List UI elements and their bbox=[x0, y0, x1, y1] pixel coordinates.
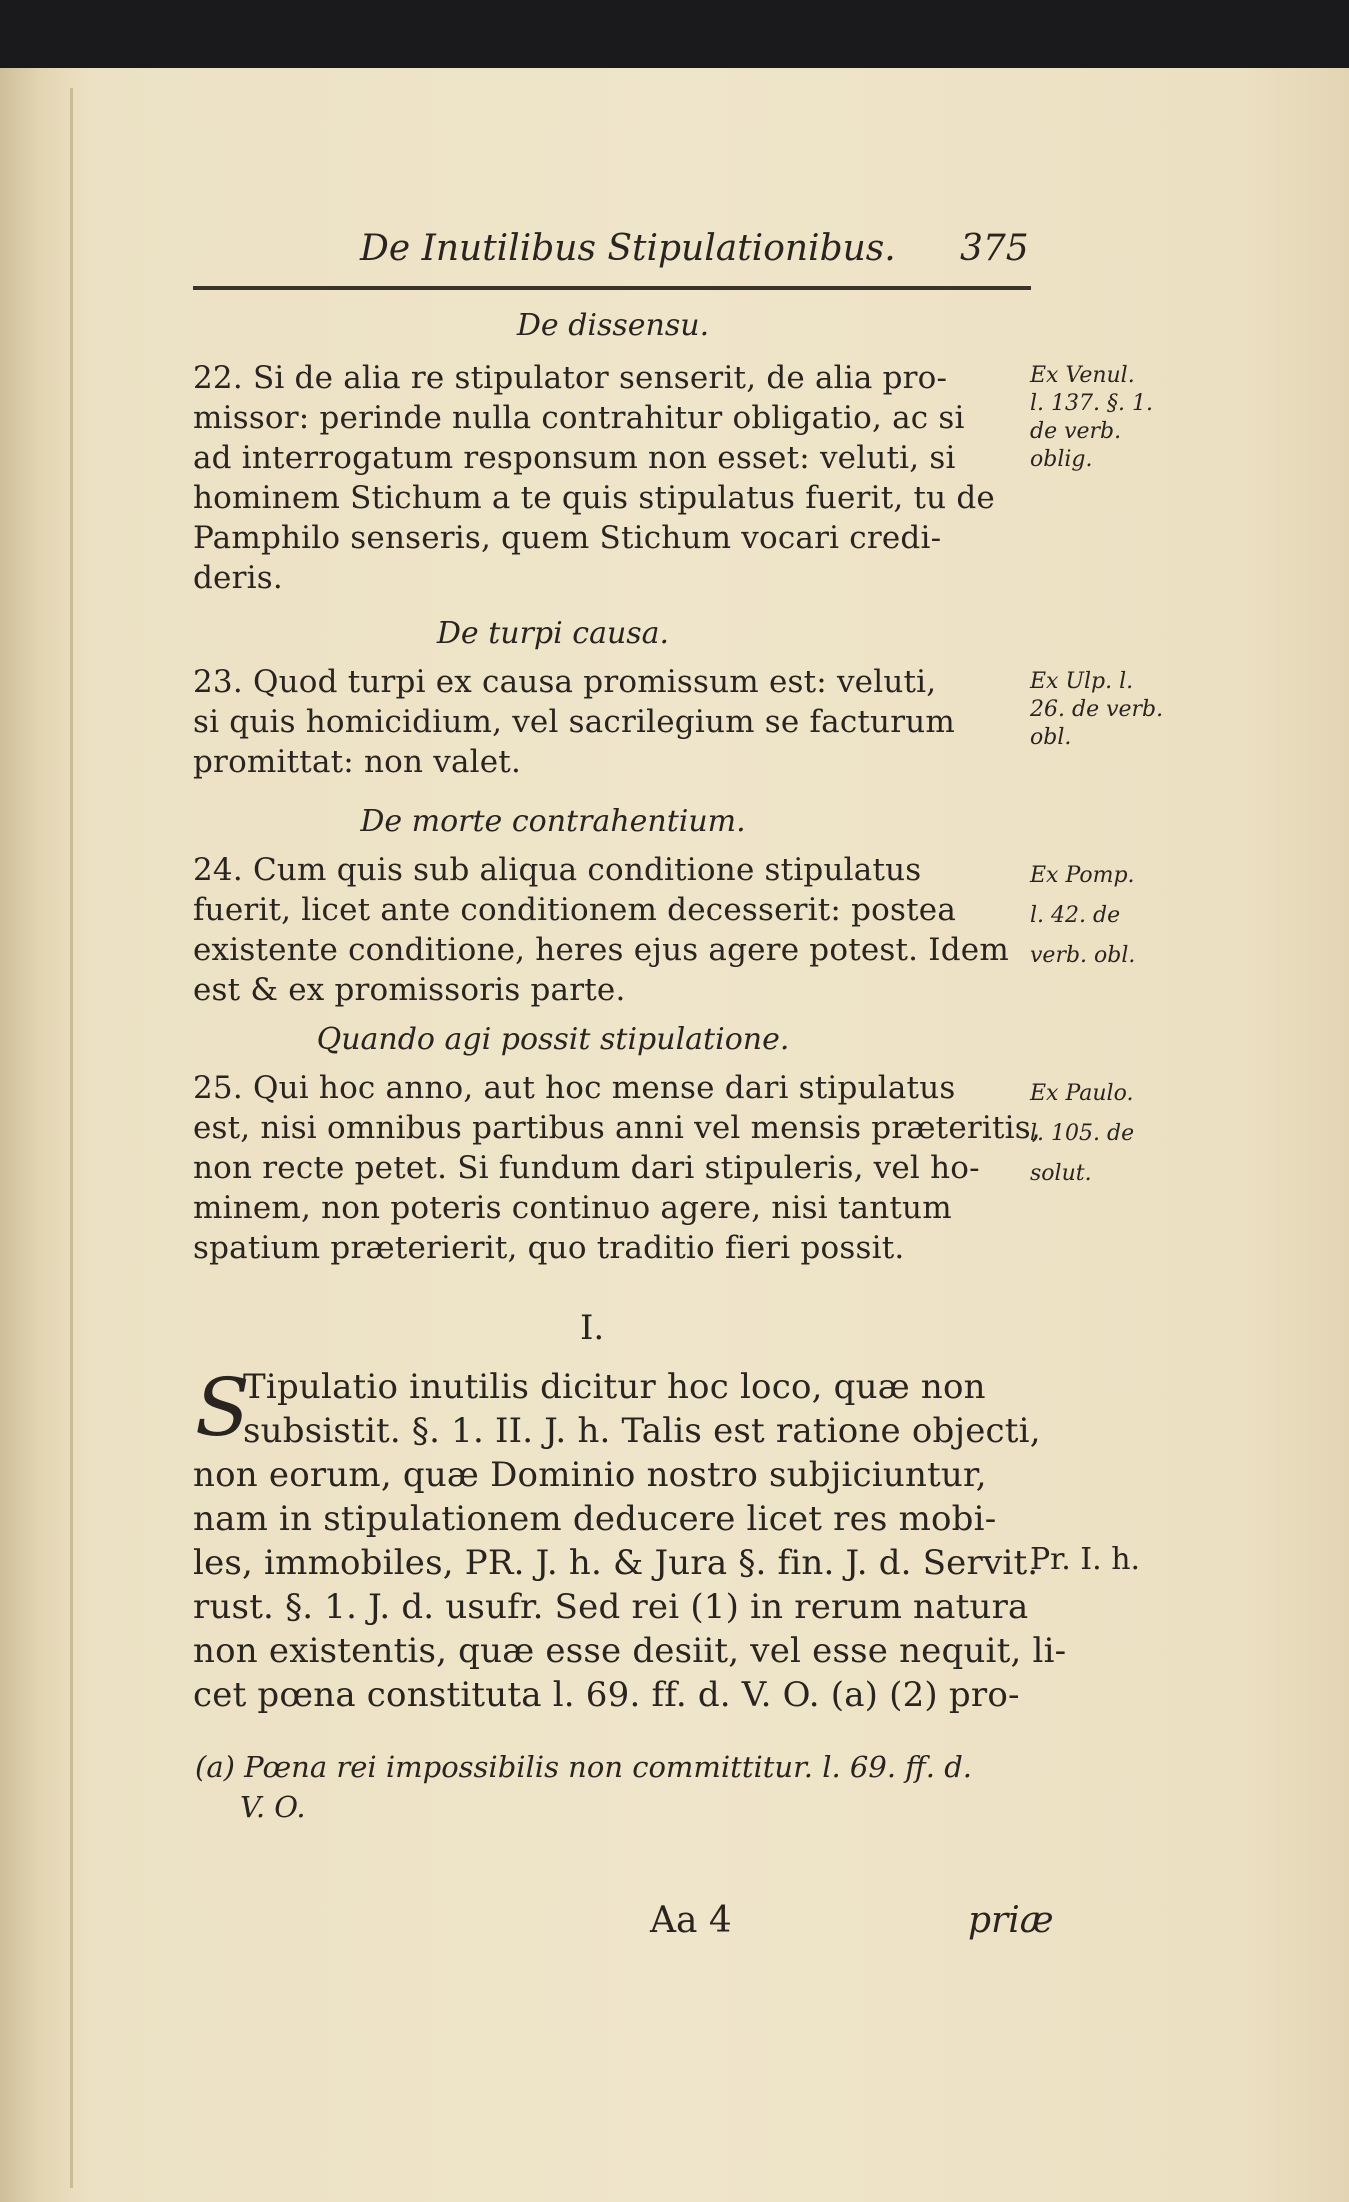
page-number: 375 bbox=[960, 228, 1029, 269]
footnote-line: V. O. bbox=[240, 1790, 306, 1824]
margin-note: 26. de verb. bbox=[1030, 697, 1164, 722]
text-line: minem, non poteris continuo agere, nisi tantum bbox=[193, 1190, 952, 1226]
margin-note: de verb. bbox=[1030, 419, 1122, 444]
text-line: promittat: non valet. bbox=[193, 744, 522, 780]
margin-note: Pr. I. h. bbox=[1030, 1542, 1141, 1577]
margin-note: Ex Venul. bbox=[1030, 363, 1135, 388]
commentary-line: non eorum, quæ Dominio nostro subjiciuntur, bbox=[193, 1455, 987, 1495]
text-line: fuerit, licet ante conditionem decesserit: postea bbox=[193, 892, 957, 928]
commentary-line: subsistit. §. 1. II. J. h. Talis est ratione objecti, bbox=[243, 1411, 1041, 1451]
margin-note: Ex Paulo. bbox=[1030, 1081, 1134, 1106]
commentary-line: les, immobiles, PR. J. h. & Jura §. fin. J. d. Servit. bbox=[193, 1543, 1039, 1583]
dropcap-letter: S bbox=[195, 1361, 250, 1454]
margin-note: l. 137. §. 1. bbox=[1030, 391, 1153, 416]
margin-note: oblig. bbox=[1030, 447, 1093, 472]
header-rule bbox=[193, 286, 1031, 290]
margin-note: l. 42. de bbox=[1030, 903, 1121, 928]
book-page bbox=[0, 68, 1349, 2202]
running-header: De Inutilibus Stipulationibus. bbox=[360, 228, 896, 269]
commentary-numeral: I. bbox=[580, 1308, 605, 1348]
text-line: 22. Si de alia re stipulator senserit, de alia pro- bbox=[193, 360, 948, 396]
text-line: Pamphilo senseris, quem Stichum vocari credi- bbox=[193, 520, 942, 556]
text-line: 23. Quod turpi ex causa promissum est: veluti, bbox=[193, 664, 937, 700]
commentary-line: nam in stipulationem deducere licet res mobi- bbox=[193, 1499, 997, 1539]
section-heading: De turpi causa. bbox=[436, 616, 670, 651]
catchword: priæ bbox=[968, 1900, 1054, 1941]
section-heading: De morte contrahentium. bbox=[360, 804, 746, 839]
margin-note: obl. bbox=[1030, 725, 1072, 750]
footnote-line: (a) Pœna rei impossibilis non committitur. l. 69. ff. d. bbox=[195, 1750, 973, 1784]
section-heading: Quando agi possit stipulatione. bbox=[316, 1022, 790, 1057]
margin-note: Ex Pomp. bbox=[1030, 863, 1135, 888]
text-line: non recte petet. Si fundum dari stipuleris, vel ho- bbox=[193, 1150, 980, 1186]
text-line: ad interrogatum responsum non esset: veluti, si bbox=[193, 440, 956, 476]
scan-background bbox=[0, 0, 1349, 68]
text-line: 24. Cum quis sub aliqua conditione stipulatus bbox=[193, 852, 922, 888]
margin-note: l. 105. de bbox=[1030, 1121, 1135, 1146]
margin-note: Ex Ulp. l. bbox=[1030, 669, 1134, 694]
text-line: existente conditione, heres ejus agere potest. Idem bbox=[193, 932, 1009, 968]
commentary-line: non existentis, quæ esse desiit, vel esse nequit, li- bbox=[193, 1631, 1067, 1671]
text-line: 25. Qui hoc anno, aut hoc mense dari stipulatus bbox=[193, 1070, 956, 1106]
commentary-line: cet pœna constituta l. 69. ff. d. V. O. (a) (2) pro- bbox=[193, 1675, 1020, 1715]
signature-mark: Aa 4 bbox=[650, 1900, 732, 1941]
commentary-line: Tipulatio inutilis dicitur hoc loco, quæ non bbox=[243, 1367, 986, 1407]
text-line: est & ex promissoris parte. bbox=[193, 972, 626, 1008]
section-heading: De dissensu. bbox=[516, 308, 710, 343]
text-line: deris. bbox=[193, 560, 283, 596]
margin-note: solut. bbox=[1030, 1161, 1092, 1186]
text-line: si quis homicidium, vel sacrilegium se facturum bbox=[193, 704, 955, 740]
text-line: missor: perinde nulla contrahitur obligatio, ac si bbox=[193, 400, 965, 436]
commentary-line: rust. §. 1. J. d. usufr. Sed rei (1) in rerum natura bbox=[193, 1587, 1029, 1627]
text-line: hominem Stichum a te quis stipulatus fuerit, tu de bbox=[193, 480, 995, 516]
margin-note: verb. obl. bbox=[1030, 943, 1136, 968]
text-line: est, nisi omnibus partibus anni vel mensis præteritis, bbox=[193, 1110, 1041, 1146]
text-line: spatium præterierit, quo traditio fieri possit. bbox=[193, 1230, 905, 1266]
